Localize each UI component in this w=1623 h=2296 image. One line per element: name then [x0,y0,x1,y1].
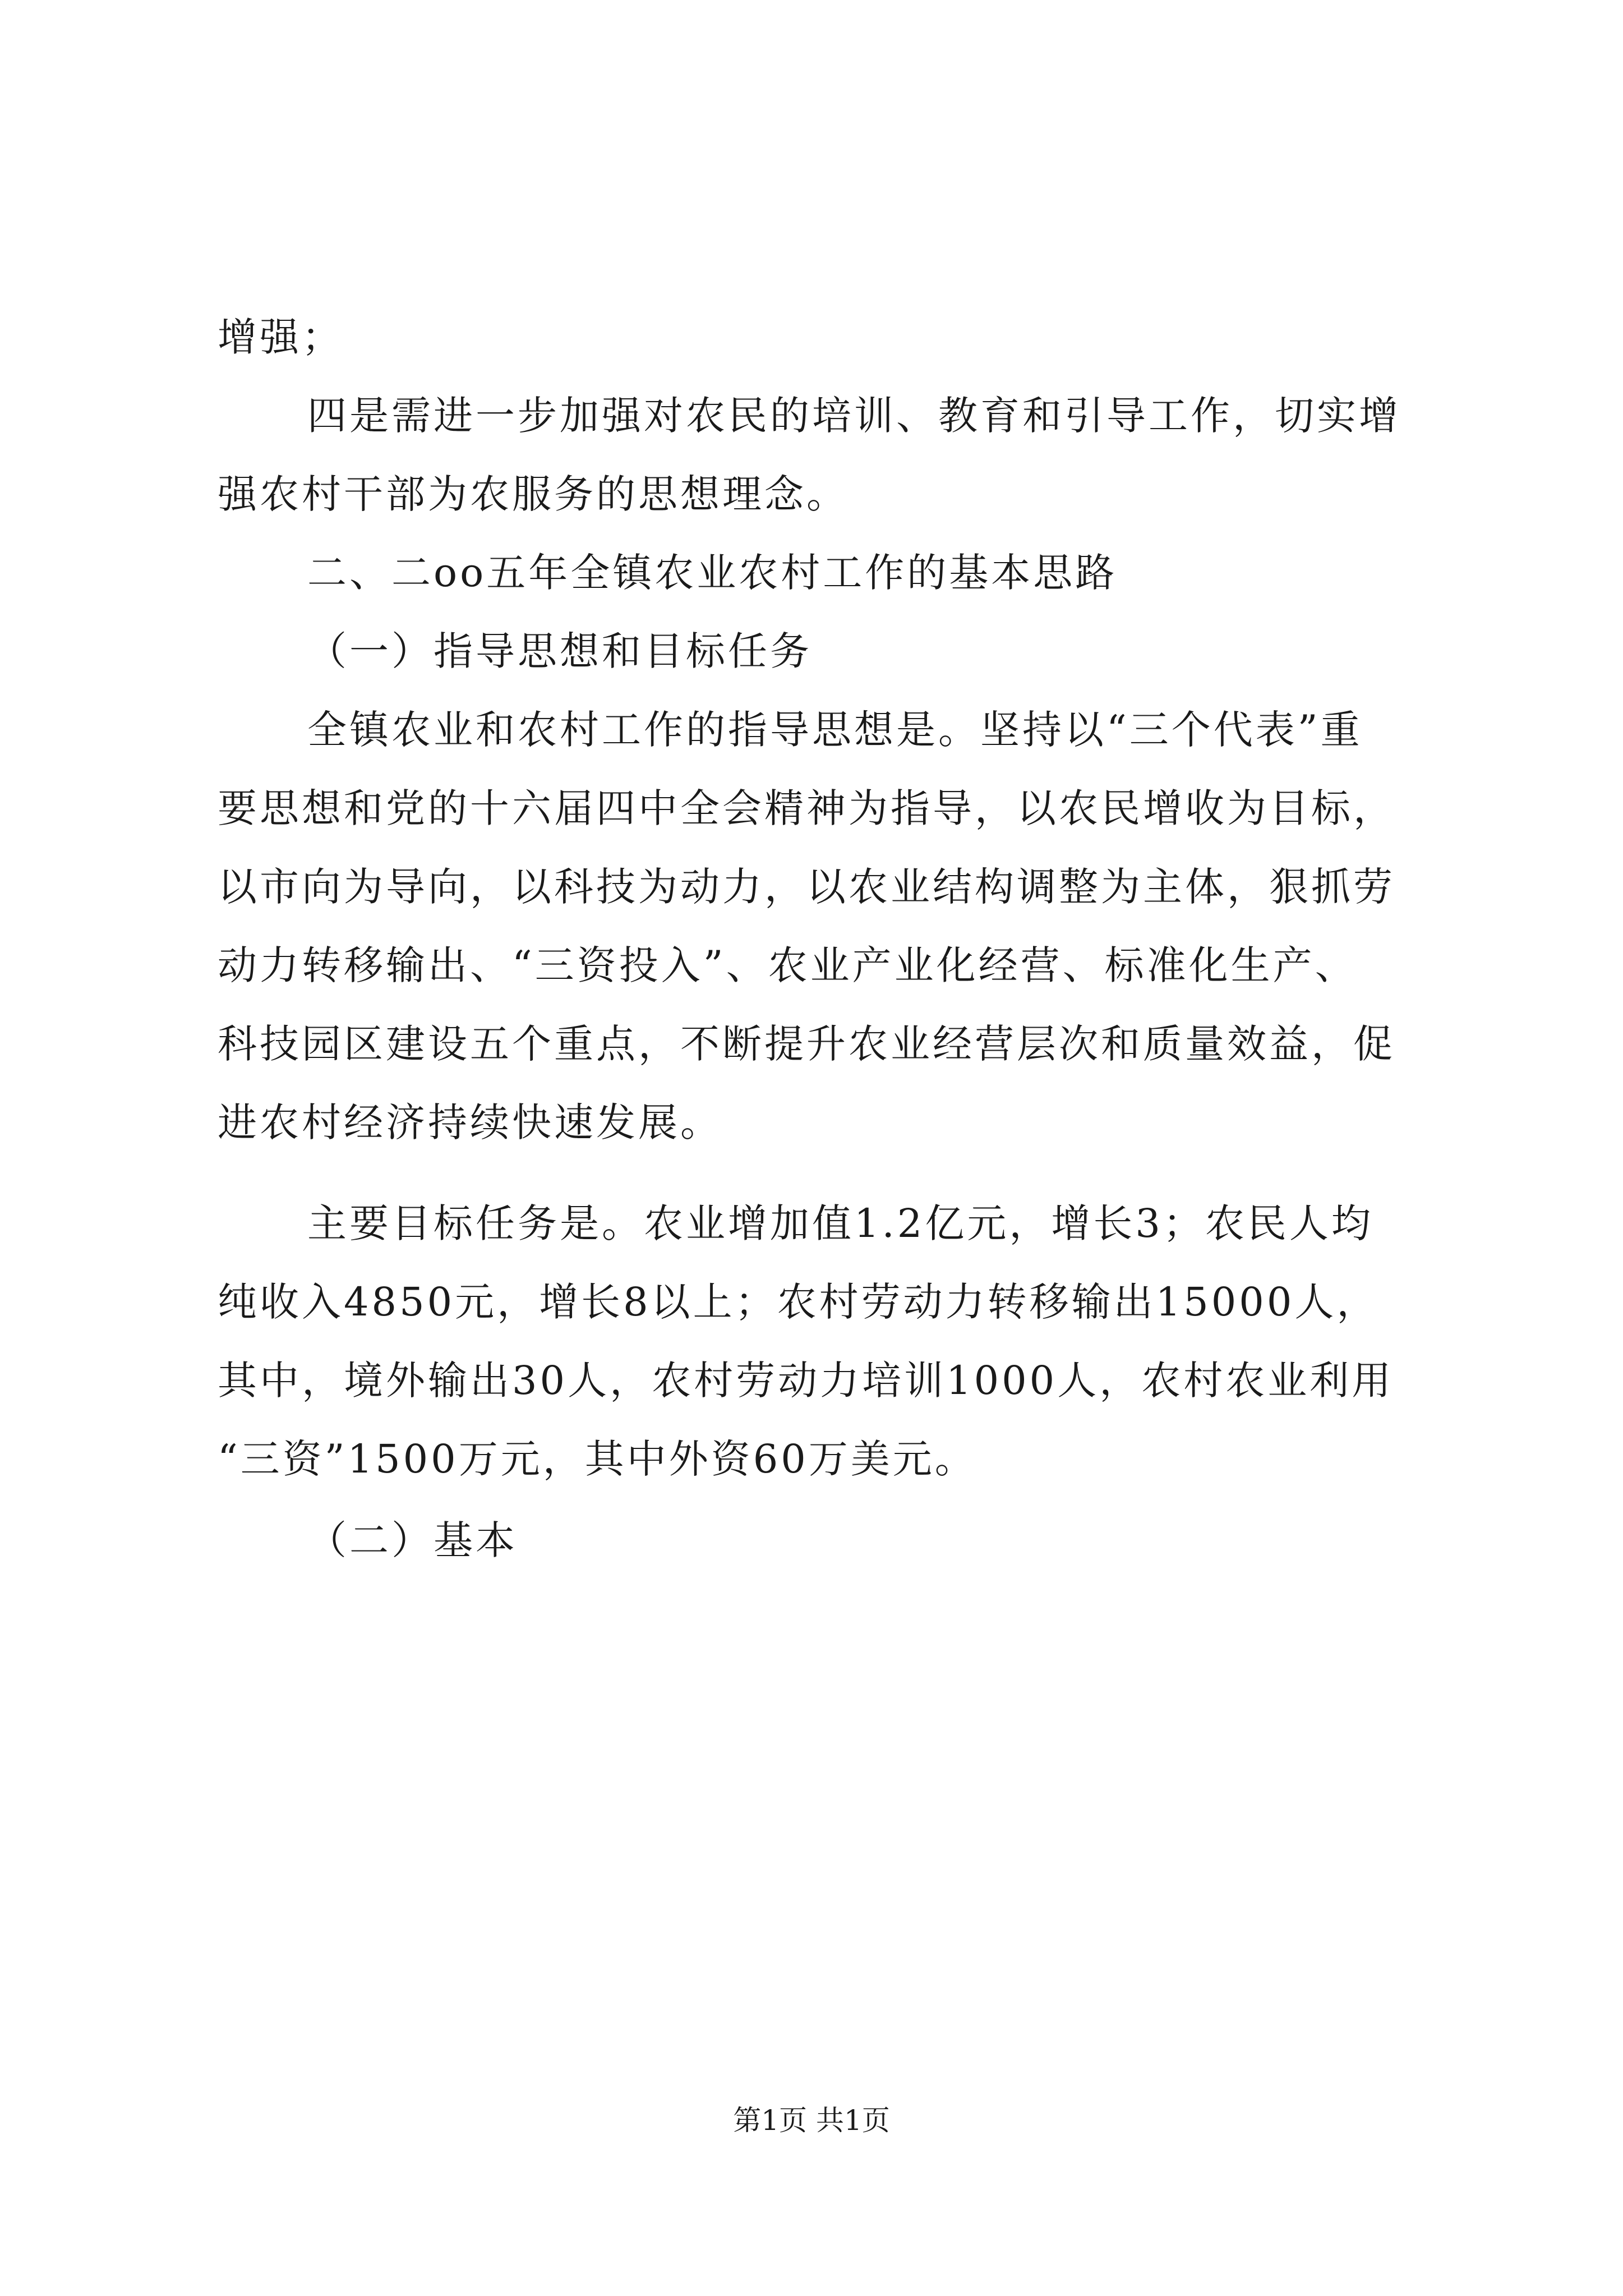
paragraph-line: 科技园区建设五个重点，不断提升农业经营层次和质量效益，促 [218,1021,1395,1067]
subsection-heading: （一）指导思想和目标任务 [307,628,812,674]
paragraph-line: 主要目标任务是。农业增加值1.2亿元，增长3；农民人均 [307,1200,1373,1246]
paragraph-line: 增强； [218,314,344,360]
paragraph-line: 进农村经济持续快速发展。 [218,1099,722,1145]
paragraph-line: 纯收入4850元，增长8以上；农村劳动力转移输出15000人， [218,1279,1379,1325]
subsection-heading: （二）基本 [307,1517,518,1563]
paragraph-line: “三资”1500万元，其中外资60万美元。 [218,1436,977,1482]
page-footer: 第1页 共1页 [733,2104,890,2137]
paragraph-line: 强农村干部为农服务的思想理念。 [218,471,849,517]
paragraph-line: 要思想和党的十六届四中全会精神为指导，以农民增收为目标， [218,785,1395,831]
paragraph-line: 动力转移输出、“三资投入”、农业产业化经营、标准化生产、 [218,942,1357,988]
paragraph-line: 以市向为导向，以科技为动力，以农业结构调整为主体，狠抓劳 [218,864,1395,910]
paragraph-line: 其中，境外输出30人，农村劳动力培训1000人，农村农业利用 [218,1358,1394,1404]
section-heading: 二、二oo五年全镇农业农村工作的基本思路 [307,550,1118,596]
paragraph-line: 四是需进一步加强对农民的培训、教育和引导工作，切实增 [307,393,1401,439]
paragraph-line: 全镇农业和农村工作的指导思想是。坚持以“三个代表”重 [307,707,1363,753]
